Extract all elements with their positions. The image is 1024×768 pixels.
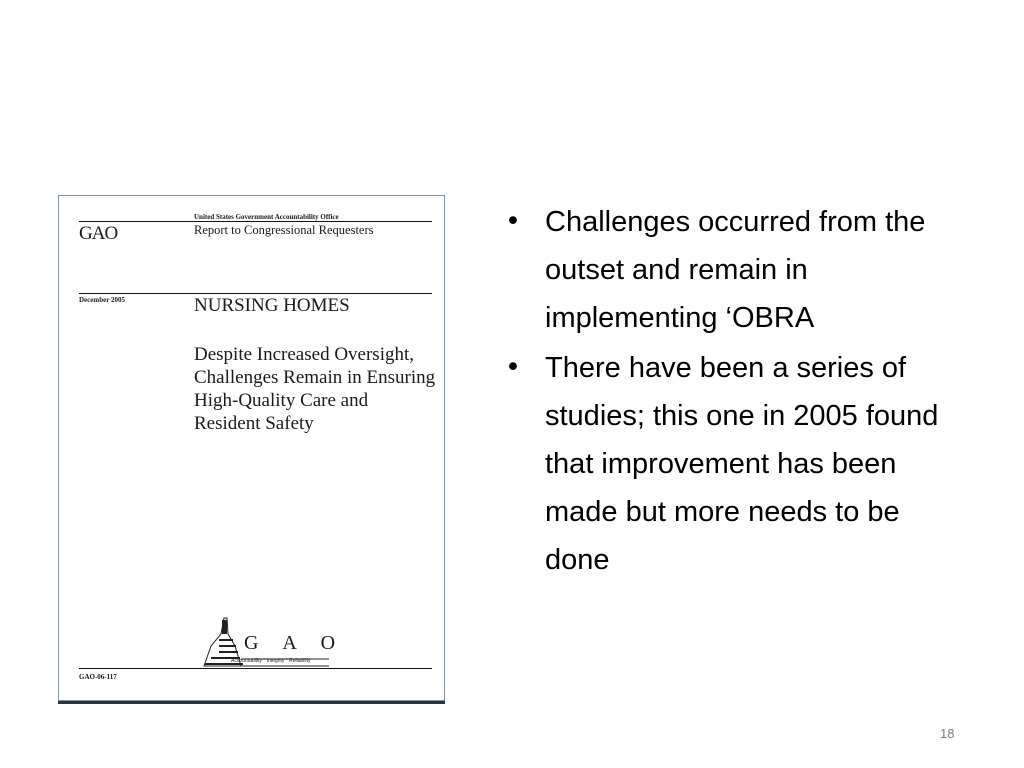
- agency-name: United States Government Accountability Office: [194, 213, 339, 221]
- gao-label: GAO: [79, 223, 118, 244]
- bullet-icon: •: [505, 352, 521, 383]
- bullet-text: There have been a series of studies; this one in 2005 found that improvement has been made but more needs to be done: [545, 352, 939, 576]
- bullet-text: Challenges occurred from the outset and remain in implementing ‘OBRA: [545, 206, 926, 334]
- report-code: GAO-06-117: [79, 673, 117, 681]
- divider: [79, 293, 432, 294]
- divider: [79, 668, 432, 669]
- bullet-icon: •: [505, 206, 521, 237]
- bullet-list: [505, 198, 945, 586]
- divider: [79, 221, 432, 222]
- report-cover-image: [58, 195, 445, 701]
- slide-number: 18: [940, 726, 955, 741]
- bullet-item: [505, 198, 945, 342]
- report-subject: NURSING HOMES: [194, 295, 350, 316]
- bullet-item: [505, 344, 945, 584]
- logo-letters: G A O: [244, 632, 346, 654]
- report-date: December 2005: [79, 296, 125, 304]
- logo-motto: Accountability * Integrity * Reliability: [231, 658, 311, 664]
- report-title: Despite Increased Oversight, Challenges Remain in Ensuring High-Quality Care and Resident Safety: [194, 344, 436, 434]
- report-type: Report to Congressional Requesters: [194, 223, 374, 237]
